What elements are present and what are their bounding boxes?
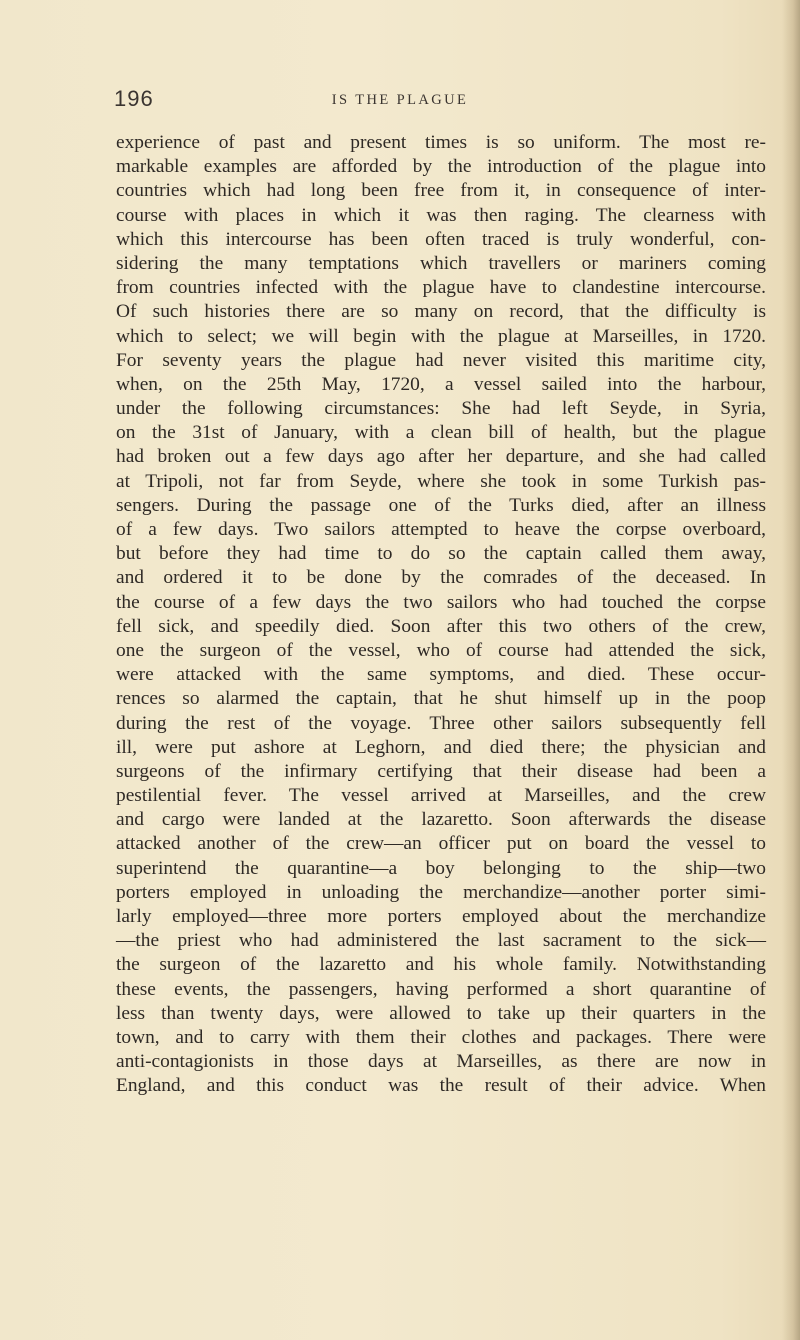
body-text bbox=[116, 131, 766, 1099]
text-line: less than twenty days, were allowed to take up their quarters in the bbox=[116, 1002, 766, 1024]
page-number: 196 bbox=[114, 86, 154, 111]
page-edge-shadow bbox=[782, 0, 800, 1340]
text-line: countries which had long been free from it, in consequence of inter- bbox=[116, 180, 766, 202]
text-line: superintend the quarantine—a boy belonging to the ship—two bbox=[116, 857, 766, 879]
text-line: at Tripoli, not far from Seyde, where she took in some Turkish pas- bbox=[116, 470, 766, 492]
text-line: porters employed in unloading the merchandize—another porter simi- bbox=[116, 881, 766, 903]
text-line: the surgeon of the lazaretto and his whole family. Notwithstanding bbox=[116, 954, 766, 976]
text-line: the course of a few days the two sailors who had touched the corpse bbox=[116, 591, 766, 613]
text-line: pestilential fever. The vessel arrived at Marseilles, and the crew bbox=[116, 785, 766, 807]
text-line: sidering the many temptations which travellers or mariners coming bbox=[116, 252, 766, 274]
text-line: ill, were put ashore at Leghorn, and died there; the physician and bbox=[116, 736, 766, 758]
text-line: anti-contagionists in those days at Marseilles, as there are now in bbox=[116, 1051, 766, 1073]
text-line: from countries infected with the plague have to clandestine intercourse. bbox=[116, 277, 766, 299]
text-line: during the rest of the voyage. Three other sailors subsequently fell bbox=[116, 712, 766, 734]
text-line: larly employed—three more porters employed about the merchandize bbox=[116, 906, 766, 927]
text-line: and ordered it to be done by the comrades of the deceased. In bbox=[116, 567, 766, 589]
text-line: attacked another of the crew—an officer put on board the vessel to bbox=[116, 833, 766, 855]
text-line: when, on the 25th May, 1720, a vessel sailed into the harbour, bbox=[116, 373, 766, 395]
running-head: IS THE PLAGUE bbox=[331, 92, 469, 108]
text-line: but before they had time to do so the captain called them away, bbox=[116, 543, 766, 565]
text-line: markable examples are afforded by the introduction of the plague into bbox=[116, 156, 766, 178]
text-line: —the priest who had administered the last sacrament to the sick— bbox=[116, 930, 766, 952]
text-line: had broken out a few days ago after her departure, and she had called bbox=[116, 446, 766, 468]
text-line: and cargo were landed at the lazaretto. Soon afterwards the disease bbox=[116, 809, 766, 831]
text-line: of a few days. Two sailors attempted to heave the corpse overboard, bbox=[116, 519, 766, 540]
text-line: under the following circumstances: She had left Seyde, in Syria, bbox=[116, 398, 766, 420]
text-line: experience of past and present times is so uniform. The most re- bbox=[116, 132, 766, 153]
text-line: were attacked with the same symptoms, and died. These occur- bbox=[116, 664, 766, 686]
text-line: fell sick, and speedily died. Soon after this two others of the crew, bbox=[116, 615, 766, 637]
text-line: these events, the passengers, having performed a short quarantine of bbox=[116, 978, 766, 1000]
text-line: on the 31st of January, with a clean bill of health, but the plague bbox=[116, 422, 766, 444]
text-line: which to select; we will begin with the plague at Marseilles, in 1720. bbox=[116, 325, 766, 347]
text-line: For seventy years the plague had never visited this maritime city, bbox=[116, 349, 766, 371]
text-line: town, and to carry with them their clothes and packages. There were bbox=[116, 1026, 766, 1048]
text-line: one the surgeon of the vessel, who of course had attended the sick, bbox=[116, 639, 766, 661]
text-line: sengers. During the passage one of the Turks died, after an illness bbox=[116, 494, 766, 516]
text-line: which this intercourse has been often traced is truly wonderful, con- bbox=[116, 228, 766, 250]
text-line: course with places in which it was then raging. The clearness with bbox=[116, 204, 766, 226]
text-line: surgeons of the infirmary certifying that their disease had been a bbox=[116, 760, 766, 782]
text-line: rences so alarmed the captain, that he shut himself up in the poop bbox=[116, 688, 766, 710]
text-line: England, and this conduct was the result of their advice. When bbox=[116, 1075, 766, 1097]
text-line: Of such histories there are so many on record, that the difficulty is bbox=[116, 301, 766, 323]
